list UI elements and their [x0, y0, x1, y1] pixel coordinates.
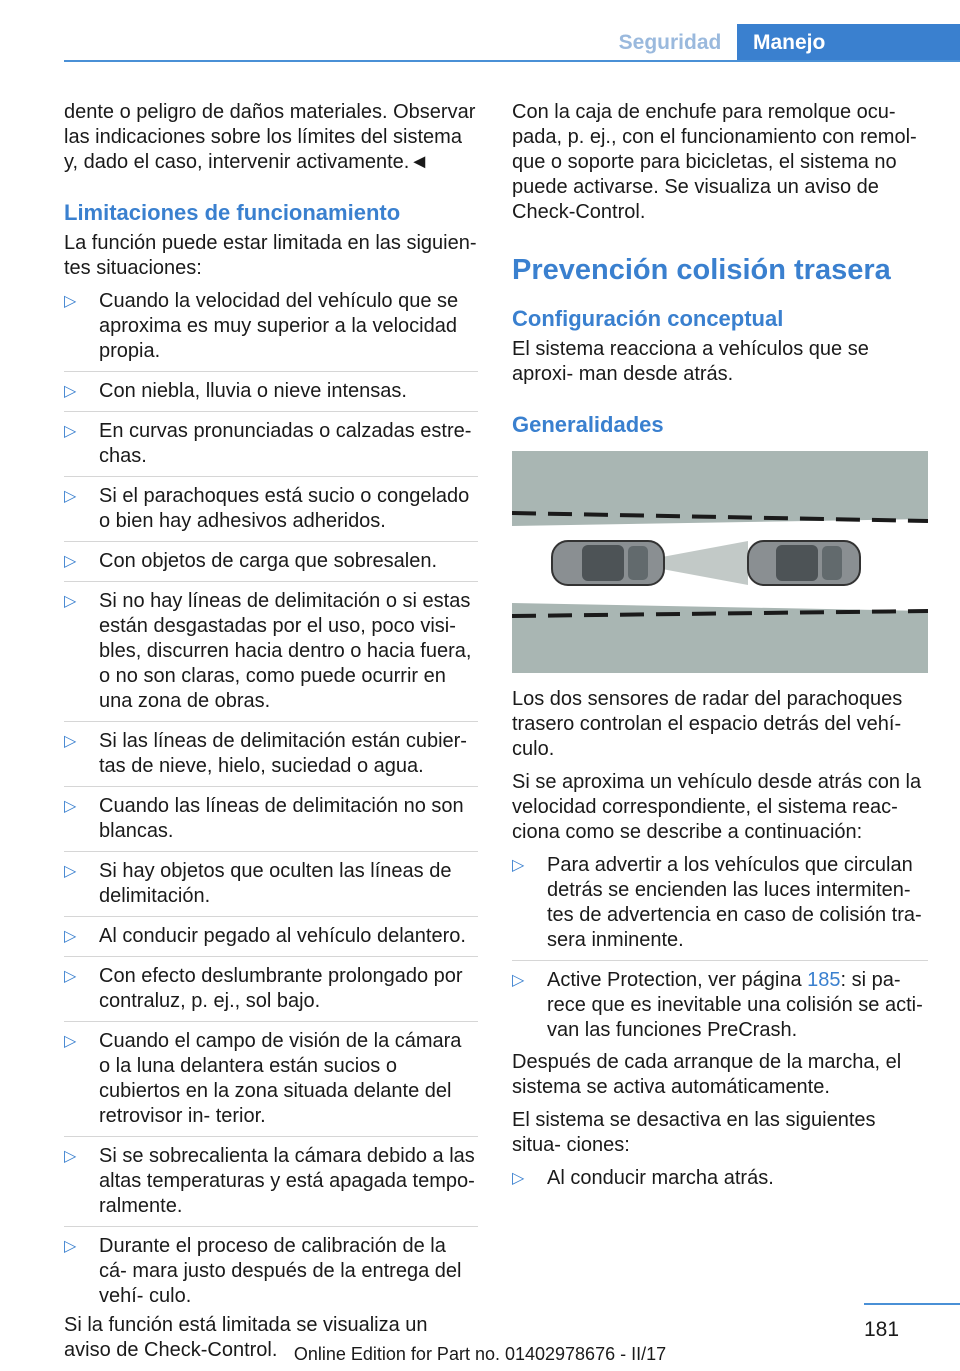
- intro-paragraph: dente o peligro de daños materiales. Observar las indicaciones sobre los límites del sistema y, dado el caso, intervenir activamente.◄: [64, 101, 476, 173]
- list-item: ▷ Si no hay líneas de delimitación o si estas están desgastadas por el uso, poco visi‐ bles, discurren hacia dentro o hacia fuera, o no son claras, como puede ocurrir en una zona de obras.: [64, 589, 478, 722]
- triangle-bullet-icon: ▷: [512, 972, 525, 989]
- right-column: [512, 100, 928, 1205]
- triangle-bullet-icon: ▷: [64, 1238, 77, 1255]
- triangle-bullet-icon: ▷: [512, 1170, 525, 1187]
- limitations-intro: La función puede estar limitada en las siguien‐ tes situaciones:: [64, 232, 477, 279]
- triangle-bullet-icon: ▷: [64, 863, 77, 880]
- tab-manejo[interactable]: Manejo: [737, 24, 960, 62]
- section-title: Prevención colisión trasera: [512, 254, 891, 286]
- triangle-bullet-icon: ▷: [64, 968, 77, 985]
- heading-concept: Configuración conceptual: [512, 306, 784, 331]
- list-item: ▷ Con niebla, lluvia o nieve intensas.: [64, 379, 478, 412]
- list-item: ▷ Durante el proceso de calibración de la cá‐ mara justo después de la entrega del vehí‐ culo.: [64, 1235, 462, 1307]
- list-item: ▷ Si hay objetos que oculten las líneas de delimitación.: [64, 859, 478, 917]
- reaction-list: [512, 853, 928, 1050]
- auto-paragraph: Después de cada arranque de la marcha, el sistema se activa automáticamente.: [512, 1051, 902, 1098]
- rear-car-icon: [552, 541, 664, 585]
- trailer-paragraph: Con la caja de enchufe para remolque ocu‐ pada, p. ej., con el funcionamiento con remol‐ que o soporte para bicicletas, el sistema no puede activarse. Se visualiza un aviso de Check-Control.: [512, 101, 917, 223]
- triangle-bullet-icon: ▷: [64, 423, 77, 440]
- outro-paragraph: Si la función está limitada se visualiza un aviso de Check-Control.: [64, 1314, 428, 1361]
- left-column: [64, 100, 478, 1371]
- list-item: ▷ Active Protection, ver página 185: si pa‐ rece que es inevitable una colisión se acti‐ van las funciones PreCrash.: [512, 969, 923, 1041]
- triangle-bullet-icon: ▷: [64, 733, 77, 750]
- front-car-icon: [748, 541, 860, 585]
- triangle-bullet-icon: ▷: [64, 928, 77, 945]
- list-item: ▷ Al conducir marcha atrás.: [512, 1167, 774, 1189]
- triangle-bullet-icon: ▷: [64, 293, 77, 310]
- list-item: ▷ Para advertir a los vehículos que circulan detrás se encienden las luces intermiten‐ tes de advertencia en caso de colisión tra‐ sera inminente.: [512, 853, 928, 961]
- deactivate-paragraph: El sistema se desactiva en las siguientes situa‐ ciones:: [512, 1109, 876, 1156]
- heading-general: Generalidades: [512, 412, 664, 437]
- list-item: ▷ Al conducir pegado al vehículo delantero.: [64, 924, 478, 957]
- heading-limitations: Limitaciones de funcionamiento: [64, 200, 401, 225]
- tab-seguridad[interactable]: Seguridad: [618, 31, 722, 54]
- triangle-bullet-icon: ▷: [64, 383, 77, 400]
- list-item: ▷ Si se sobrecalienta la cámara debido a las altas temperaturas y está apagada tempo‐ ralmente.: [64, 1144, 478, 1227]
- page-link-185[interactable]: 185: [807, 969, 841, 991]
- triangle-bullet-icon: ▷: [512, 857, 525, 874]
- limitations-list: [64, 289, 478, 1313]
- concept-paragraph: El sistema reacciona a vehículos que se aproxi‐ man desde atrás.: [512, 338, 869, 385]
- sensors-paragraph: Los dos sensores de radar del parachoques trasero controlan el espacio detrás del vehí‐ culo.: [512, 688, 903, 760]
- header-divider: [64, 60, 960, 62]
- list-item: ▷ Cuando la velocidad del vehículo que se aproxima es muy superior a la velocidad propia.: [64, 289, 478, 372]
- list-item: ▷ Con efecto deslumbrante prolongado por contraluz, p. ej., sol bajo.: [64, 964, 478, 1022]
- triangle-bullet-icon: ▷: [64, 798, 77, 815]
- list-item: ▷ En curvas pronunciadas o calzadas estre‐ chas.: [64, 419, 478, 477]
- list-item: ▷ Cuando las líneas de delimitación no son blancas.: [64, 794, 478, 852]
- list-item: ▷ Cuando el campo de visión de la cámara o la luna delantera están sucios o cubiertos en la zona situada delante del retrovisor in‐ terior.: [64, 1029, 478, 1137]
- triangle-bullet-icon: ▷: [64, 553, 77, 570]
- triangle-bullet-icon: ▷: [64, 593, 77, 610]
- list-item: ▷ Con objetos de carga que sobresalen.: [64, 549, 478, 582]
- page-number: 181: [864, 1318, 900, 1341]
- triangle-bullet-icon: ▷: [64, 1148, 77, 1165]
- list-item: ▷ Si las líneas de delimitación están cubier‐ tas de nieve, hielo, suciedad o agua.: [64, 729, 478, 787]
- approach-paragraph: Si se aproxima un vehículo desde atrás con la velocidad correspondiente, el sistema reac‐ ciona como se describe a continuación:: [512, 771, 922, 843]
- footer-divider: [864, 1303, 960, 1305]
- triangle-bullet-icon: ▷: [64, 488, 77, 505]
- deactivate-list: [512, 1166, 928, 1198]
- rear-collision-illustration: [512, 451, 928, 673]
- edition-footer: Online Edition for Part no. 01402978676 - II/17: [293, 1344, 667, 1364]
- list-item: ▷ Si el parachoques está sucio o congelado o bien hay adhesivos adheridos.: [64, 484, 478, 542]
- triangle-bullet-icon: ▷: [64, 1033, 77, 1050]
